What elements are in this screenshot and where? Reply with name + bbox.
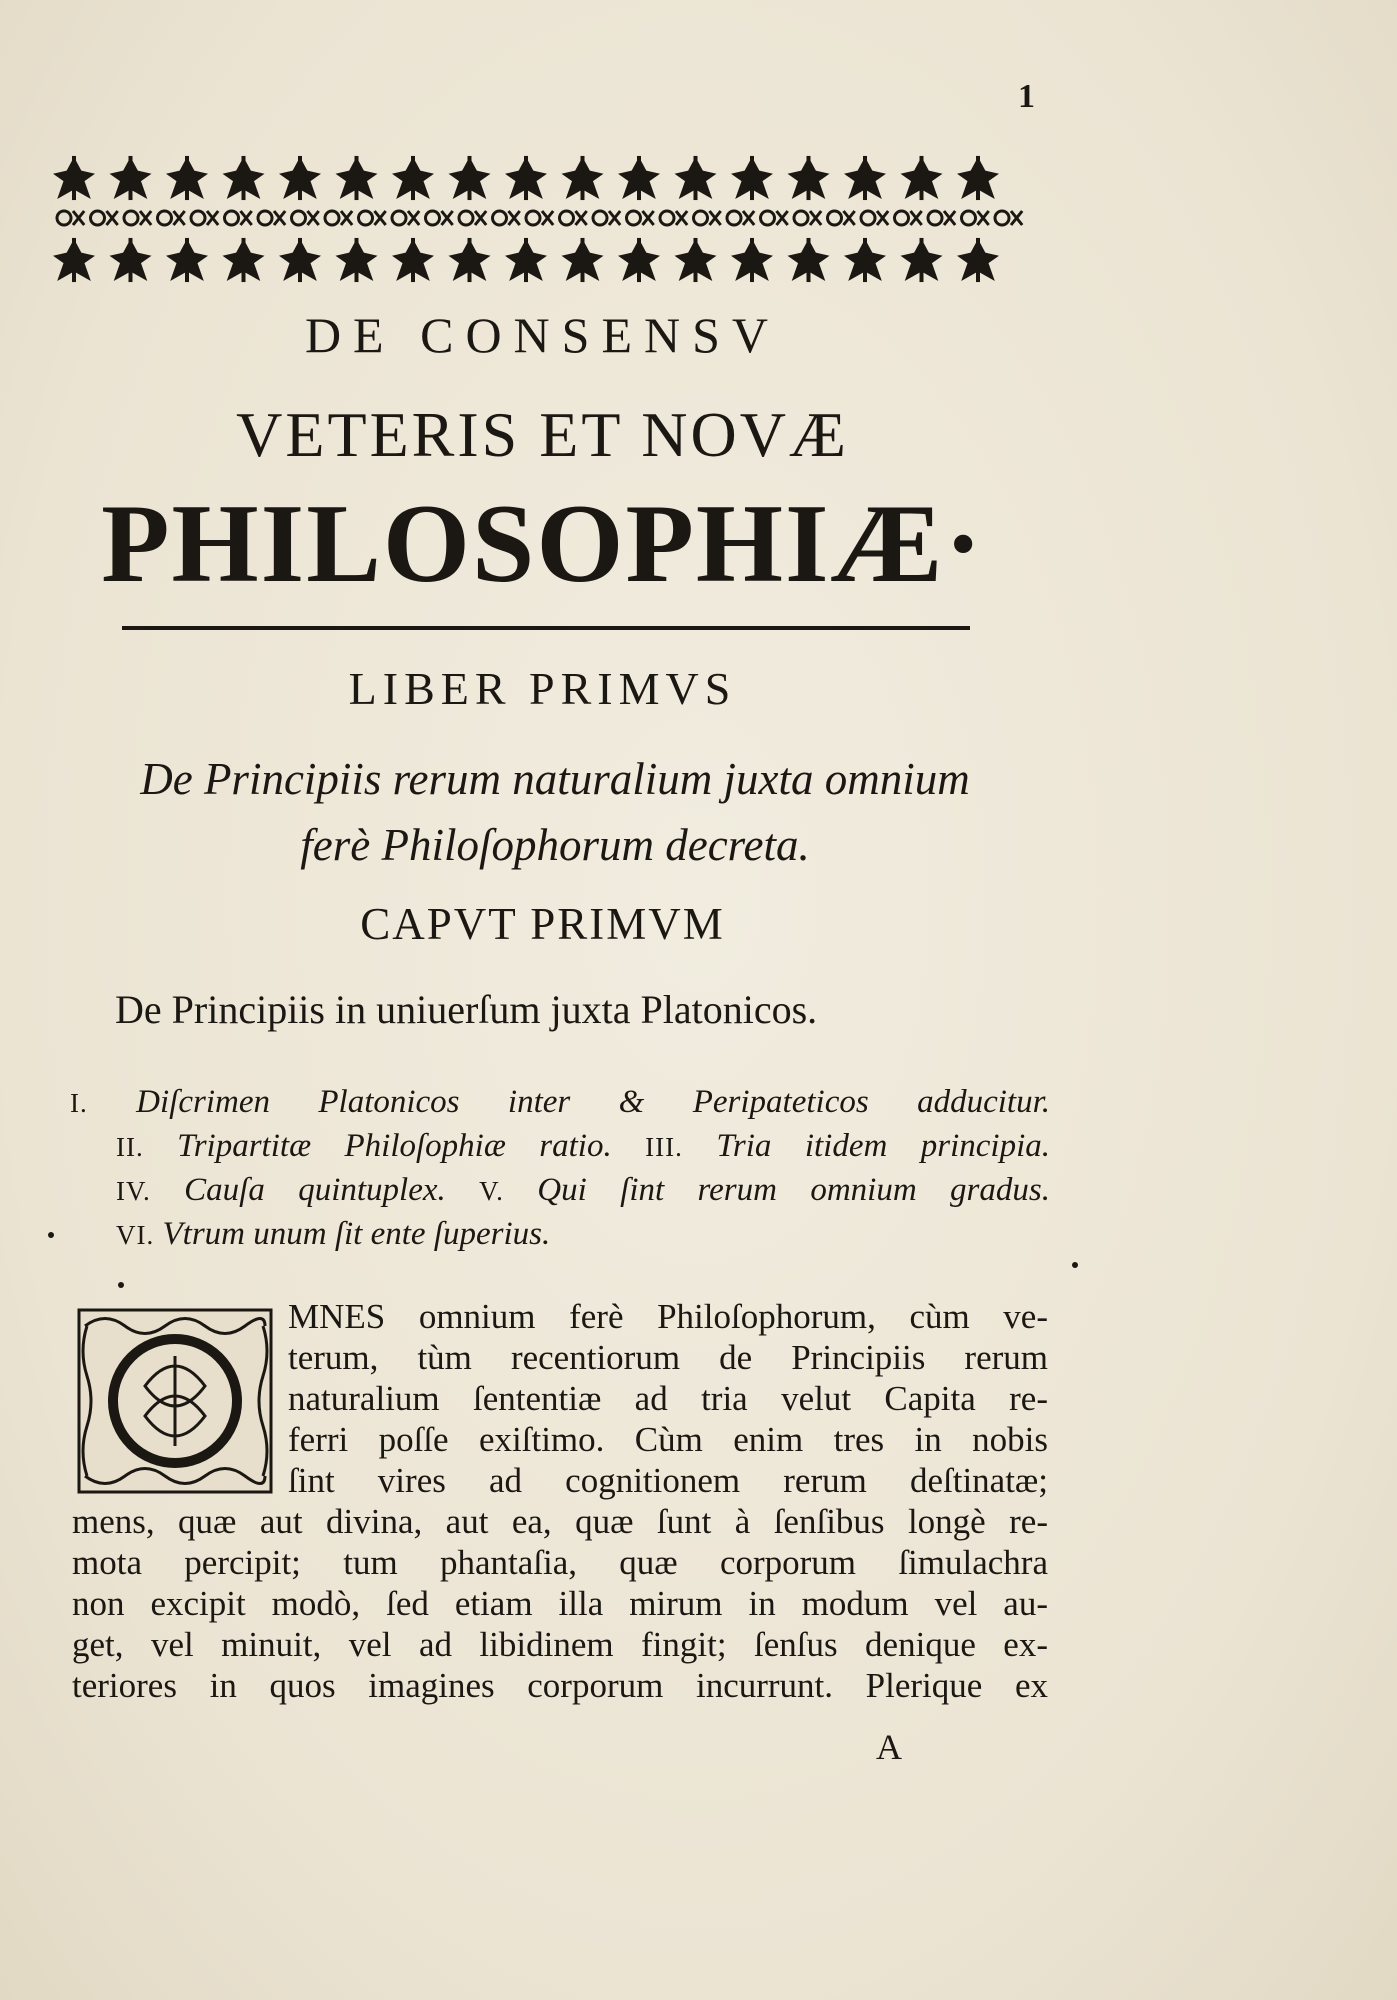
chapter-summary — [70, 1080, 1050, 1256]
body-line: ferri poſſe exiſtimo. Cùm enim tres in nobis — [288, 1420, 1048, 1459]
body-line: non excipit modò, ſed etiam illa mirum in modum vel au- — [72, 1584, 1048, 1623]
ink-speck — [48, 1232, 54, 1238]
book-subtitle — [60, 746, 1050, 878]
body-line: naturalium ſententiæ ad tria velut Capita re- — [288, 1379, 1048, 1418]
summary-text: Cauſa quintuplex. — [184, 1172, 446, 1208]
book-subtitle-line-1: De Principiis rerum naturalium juxta omnium — [140, 754, 970, 804]
title-line-1: DE CONSENSV — [304, 307, 781, 363]
summary-number: VI. — [116, 1220, 155, 1250]
chapter-subtitle: De Principiis in uniuerſum juxta Platonicos. — [115, 987, 818, 1032]
ink-speck — [1072, 1262, 1078, 1268]
summary-text: Vtrum unum ſit ente ſuperius. — [162, 1216, 551, 1252]
summary-text: Tripartitæ Philoſophiæ ratio. — [177, 1128, 612, 1164]
title-line-2: VETERIS ET NOVÆ — [236, 399, 849, 470]
signature-mark: A — [876, 1727, 902, 1767]
ornamental-headpiece — [52, 148, 1042, 288]
body-line: get, vel minuit, vel ad libidinem fingit; ſenſus denique ex- — [72, 1625, 1048, 1664]
summary-text: Diſcrimen Platonicos inter & Peripateticos adducitur. — [136, 1084, 1051, 1120]
summary-number: V. — [479, 1176, 504, 1206]
page-number: 1 — [1018, 78, 1035, 115]
summary-number: II. — [116, 1132, 144, 1162]
body-text — [72, 1296, 1048, 1706]
summary-line — [70, 1124, 1050, 1168]
book-subtitle-line-2: ferè Philoſophorum decreta. — [300, 820, 810, 870]
body-line: ſint vires ad cognitionem rerum deſtinatæ; — [288, 1461, 1048, 1500]
body-line: MNES omnium ferè Philoſophorum, cùm ve- — [288, 1297, 1048, 1336]
title-line-3: PHILOSOPHIÆ· — [101, 482, 984, 606]
body-line: terum, tùm recentiorum de Principiis rerum — [288, 1338, 1048, 1377]
summary-line — [70, 1168, 1050, 1212]
summary-text: Qui ſint rerum omnium gradus. — [537, 1172, 1050, 1208]
ink-speck — [118, 1282, 124, 1288]
body-line: mens, quæ aut divina, aut ea, quæ ſunt à ſenſibus longè re- — [72, 1502, 1048, 1541]
chapter-heading: CAPVT PRIMVM — [360, 899, 725, 949]
body-line: teriores in quos imagines corporum incurrunt. Plerique ex — [72, 1666, 1048, 1705]
body-line: mota percipit; tum phantaſia, quæ corporum ſimulachra — [72, 1543, 1048, 1582]
summary-number: III. — [645, 1132, 683, 1162]
summary-number: IV. — [116, 1176, 151, 1206]
book-heading: LIBER PRIMVS — [348, 663, 737, 714]
summary-text: Tria itidem principia. — [716, 1128, 1050, 1164]
summary-number: I. — [70, 1088, 88, 1118]
title-rule — [122, 626, 970, 630]
summary-line — [70, 1080, 1050, 1124]
summary-line — [70, 1212, 1050, 1256]
